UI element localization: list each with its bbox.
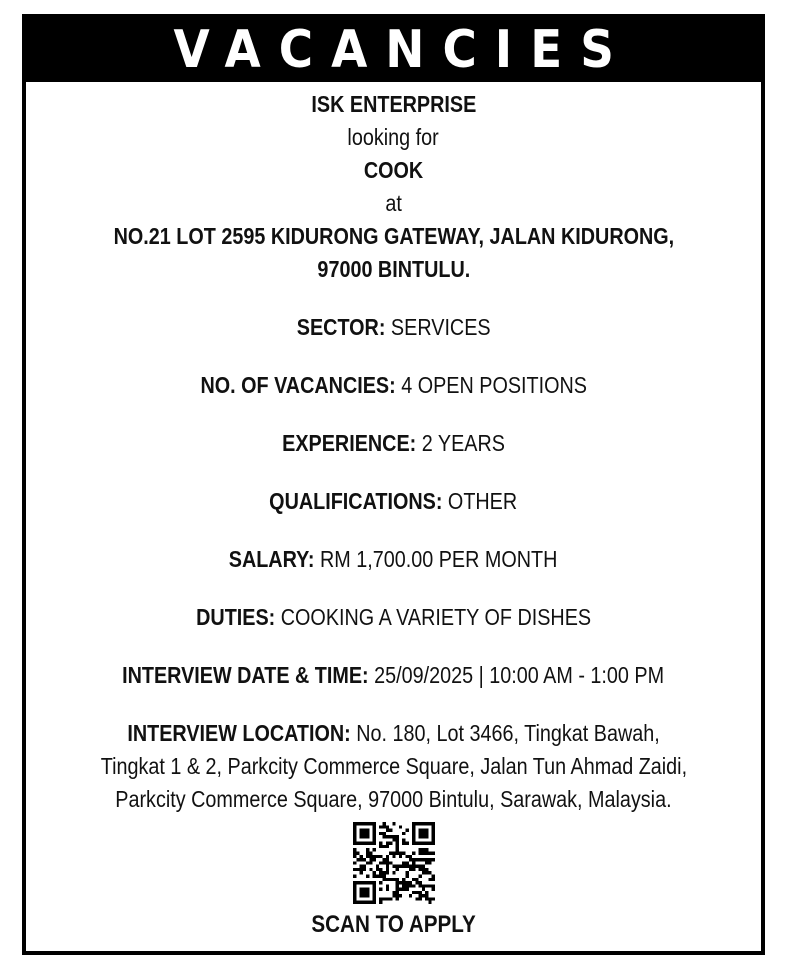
sector-label: SECTOR: xyxy=(296,314,386,340)
qr-code-icon[interactable] xyxy=(353,822,435,904)
duties-value: COOKING A VARIETY OF DISHES xyxy=(280,604,591,630)
vacancies-field xyxy=(26,369,761,402)
salary-label: SALARY: xyxy=(229,546,315,572)
position-title: COOK xyxy=(363,157,424,183)
salary-value: RM 1,700.00 PER MONTH xyxy=(320,546,558,572)
looking-for-text: looking for xyxy=(347,124,440,150)
advert-frame xyxy=(22,14,765,955)
advert-body xyxy=(26,88,761,940)
sector-value: SERVICES xyxy=(390,314,491,340)
qualifications-value: OTHER xyxy=(448,488,518,514)
duties-label: DUTIES: xyxy=(196,604,276,630)
vacancies-label: NO. OF VACANCIES: xyxy=(200,372,396,398)
qualifications-label: QUALIFICATIONS: xyxy=(269,488,443,514)
address-line-1: NO.21 LOT 2595 KIDURONG GATEWAY, JALAN KIDURONG, xyxy=(113,223,674,249)
duties-field xyxy=(26,601,761,634)
page-title: VACANCIES xyxy=(173,20,632,80)
experience-label: EXPERIENCE: xyxy=(282,430,417,456)
interview-datetime-value: 25/09/2025 | 10:00 AM - 1:00 PM xyxy=(374,662,665,688)
interview-location-field xyxy=(26,717,761,816)
experience-field xyxy=(26,427,761,460)
header-banner xyxy=(26,18,761,82)
salary-field xyxy=(26,543,761,576)
address-line-2: 97000 BINTULU. xyxy=(317,256,470,282)
interview-location-line-1: No. 180, Lot 3466, Tingkat Bawah, xyxy=(356,720,660,746)
interview-datetime-label: INTERVIEW DATE & TIME: xyxy=(122,662,370,688)
interview-datetime-field xyxy=(26,659,761,692)
interview-location-line-3: Parkcity Commerce Square, 97000 Bintulu, Sarawak, Malaysia. xyxy=(115,786,672,812)
company-name: ISK ENTERPRISE xyxy=(311,91,476,117)
interview-location-line-2: Tingkat 1 & 2, Parkcity Commerce Square, Jalan Tun Ahmad Zaidi, xyxy=(100,753,687,779)
vacancies-value: 4 OPEN POSITIONS xyxy=(400,372,587,398)
sector-field xyxy=(26,311,761,344)
qualifications-field xyxy=(26,485,761,518)
interview-location-label: INTERVIEW LOCATION: xyxy=(127,720,351,746)
at-text: at xyxy=(385,190,402,216)
experience-value: 2 YEARS xyxy=(421,430,505,456)
scan-to-apply-label: SCAN TO APPLY xyxy=(311,911,476,938)
